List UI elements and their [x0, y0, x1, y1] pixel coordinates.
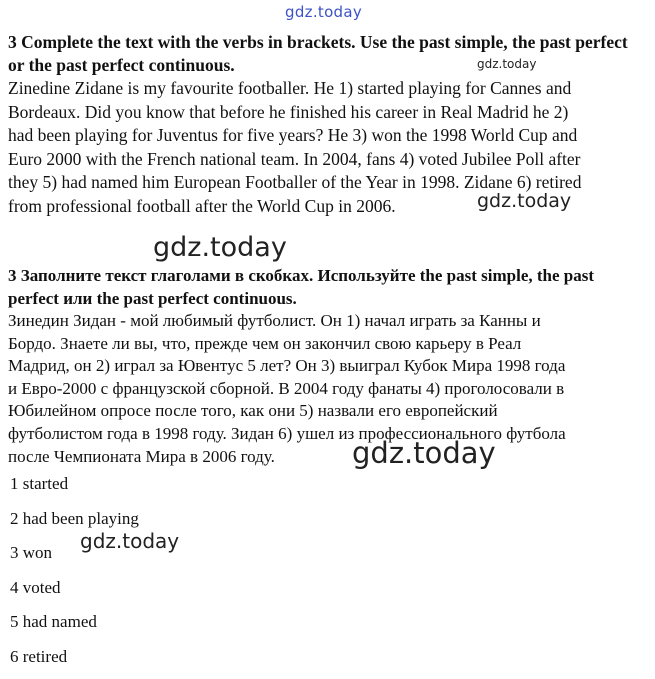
russian-task-text [8, 310, 648, 468]
russian-line: Зинедин Зидан - мой любимый футболист. Он 1) начал играть за Канны и [8, 311, 541, 330]
watermark-small: gdz.today [477, 57, 537, 71]
english-line: they 5) had named him European Footballer of the Year in 1998. Zidane 6) retired [8, 172, 582, 192]
russian-line: футболистом года в 1998 году. Зидан 6) ушел из профессионального футбола [8, 423, 566, 443]
answer-item: 6 retired [10, 647, 68, 666]
english-line: from professional football after the World Cup in 2006. [8, 195, 396, 216]
russian-line: Юбилейном опросе после того, как они 5) назвали его европейский [8, 401, 498, 421]
answer-item: 3 won [10, 543, 53, 562]
answer-item: 1 started [10, 474, 69, 493]
english-line: Bordeaux. Did you know that before he finished his career in Real Madrid he 2) [8, 101, 569, 122]
russian-task [8, 265, 648, 468]
answer-item: 5 had named [10, 612, 97, 631]
english-task-title: 3 Complete the text with the verbs in brackets. Use the past simple, the past perfect or the past perfect continuous. [8, 32, 628, 75]
watermark-answers: gdz.today [80, 529, 180, 553]
russian-line: Мадрид, он 2) играл за Ювентус 5 лет? Он 3) выиграл Кубок Мира 1998 года [8, 356, 566, 376]
russian-line: Бордо. Знаете ли вы, что, прежде чем он закончил свою карьеру в Реал [8, 333, 522, 353]
watermark-large: gdz.today [153, 232, 287, 263]
english-line: Zinedine Zidane is my favourite footballer. He 1) started playing for Cannes and [8, 78, 572, 98]
watermark-russian-end: gdz.today [352, 436, 496, 470]
english-line: Euro 2000 with the French national team. In 2004, fans 4) voted Jubilee Poll after [8, 148, 581, 169]
watermark-english-end: gdz.today [477, 190, 572, 212]
answer-item: 2 had been playing [10, 509, 139, 528]
russian-line: и Евро-2000 с французской сборной. В 2004 году фанаты 4) проголосовали в [8, 378, 565, 398]
russian-task-title: 3 Заполните текст глаголами в скобках. Используйте the past simple, the past perfect или the past perfect continuous. [8, 266, 595, 308]
watermark-top: gdz.today [285, 3, 363, 21]
answer-item: 4 voted [10, 578, 61, 597]
russian-line: после Чемпионата Мира в 2006 году. [8, 446, 275, 466]
english-line: had been playing for Juventus for five years? He 3) won the 1998 World Cup and [8, 125, 578, 145]
